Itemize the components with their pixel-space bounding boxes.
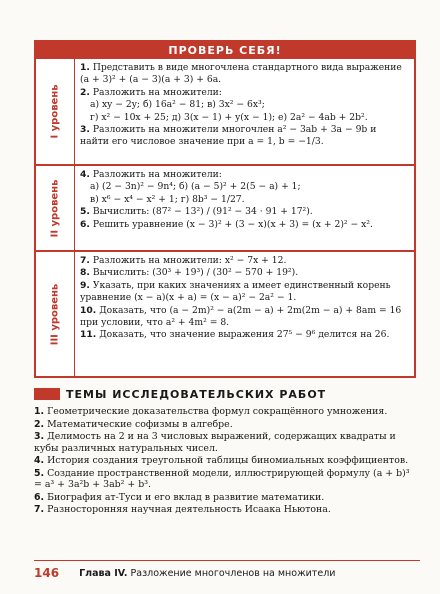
level-3-tasks xyxy=(80,255,408,342)
task-item: 3. Разложить на множители многочлен a² − 3ab + 3a − 9b и найти его числовое значение при a = 1, b = −1/3. xyxy=(80,124,377,148)
task-item: а) xy − 2y; б) 16a² − 81; в) 3x² − 6x³; xyxy=(90,99,265,111)
box-title: ПРОВЕРЬ СЕБЯ! xyxy=(36,42,414,59)
task-item: 5. Вычислить: (87² − 13²) / (91² − 34 · 91 + 17²). xyxy=(80,206,313,218)
topic-item: 4. История создания треугольной таблицы биномиальных коэффициентов. xyxy=(34,455,409,466)
check-yourself-box xyxy=(34,40,416,378)
task-item: 9. Указать, при каких значениях a имеет единственный корень уравнение (x − a)(x + a) = (x − a)² − 2a² − 1. xyxy=(80,279,391,304)
task-item: 8. Вычислить: (30³ + 19³) / (30² − 570 + 19²). xyxy=(80,267,299,279)
level-divider xyxy=(36,250,414,252)
section-marker xyxy=(34,388,60,400)
task-item: г) x² − 10x + 25; д) 3(x − 1) + y(x − 1); е) 2a² − 4ab + 2b². xyxy=(90,111,368,123)
chapter-title: Глава IV. Разложение многочленов на множители xyxy=(79,567,336,579)
level-divider xyxy=(36,164,414,166)
task-item: 6. Решить уравнение (x − 3)² + (3 − x)(x + 3) = (x + 2)² − x². xyxy=(80,218,373,230)
task-item: 7. Разложить на множители: x² − 7x + 12. xyxy=(80,255,287,266)
task-item: 2. Разложить на множители: xyxy=(80,86,222,98)
page-number: 146 xyxy=(34,566,60,580)
level-3-label: III уровень xyxy=(36,252,74,376)
page-footer xyxy=(34,564,420,582)
topic-item: 1. Геометрические доказательства формул сокращённого умножения. xyxy=(34,406,388,417)
task-item: 11. Доказать, что значение выражения 27⁵ − 9⁶ делится на 26. xyxy=(80,329,390,341)
task-item: а) (2 − 3n)² − 9n⁴; б) (a − 5)² + 2(5 − a) + 1; xyxy=(90,181,301,193)
footer-rule xyxy=(34,560,420,561)
topic-item: 3. Делимость на 2 и на 3 числовых выражений, содержащих квадраты и кубы различных натуральных чисел. xyxy=(34,431,396,454)
task-item: 1. Представить в виде многочлена стандартного вида выражение (a + 3)² + (a − 3)(a + 3) + 6a. xyxy=(80,62,402,86)
level-1-label: I уровень xyxy=(36,59,74,164)
level-1-tasks xyxy=(80,62,408,149)
topic-item: 5. Создание пространственной модели, иллюстрирующей формулу (a + b)³ = a³ + 3a²b + 3ab² + b³. xyxy=(34,467,410,490)
level-2-tasks xyxy=(80,169,408,231)
task-item: 10. Доказать, что (a − 2m)² − a(2m − a) + 2m(2m − a) + 8am = 16 при условии, что a² + 4m² = 8. xyxy=(80,304,402,329)
topic-item: 6. Биография ат-Туси и его вклад в развитие математики. xyxy=(34,491,325,503)
research-topics-header xyxy=(34,386,326,402)
task-item: в) x⁶ − x⁴ − x² + 1; г) 8b³ − 1/27. xyxy=(90,193,245,205)
task-item: 4. Разложить на множители: xyxy=(80,169,222,180)
topic-item: 2. Математические софизмы в алгебре. xyxy=(34,418,233,430)
topic-item: 7. Разносторонняя научная деятельность Исаака Ньютона. xyxy=(34,504,331,515)
level-2-label: II уровень xyxy=(36,166,74,250)
section-title: ТЕМЫ ИССЛЕДОВАТЕЛЬСКИХ РАБОТ xyxy=(66,387,327,401)
level-separator-line xyxy=(74,59,75,376)
research-topics-list xyxy=(34,406,420,517)
